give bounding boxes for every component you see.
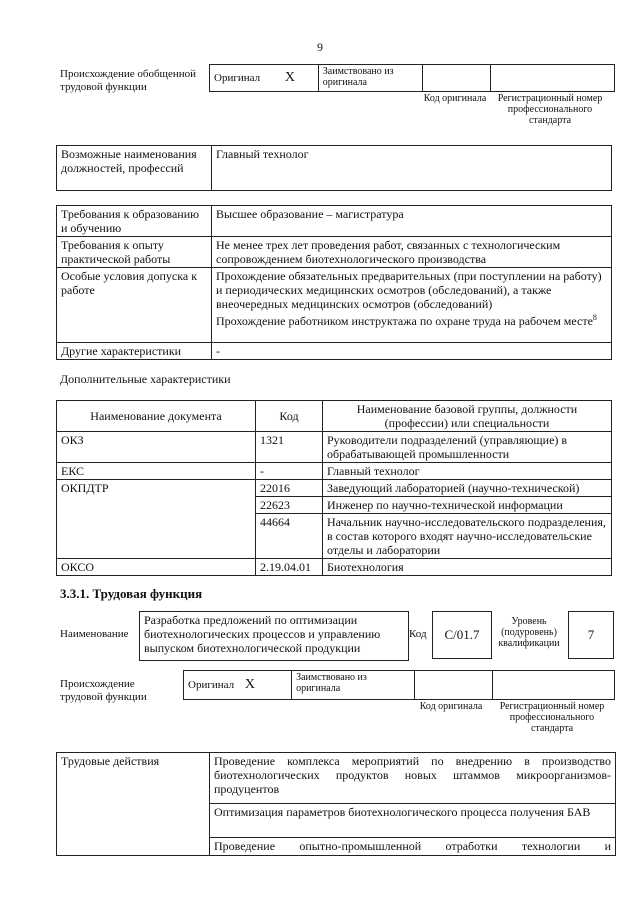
- borrowed-cell: [318, 65, 422, 92]
- header-document: Наименование документа: [57, 401, 256, 432]
- okpdtr-doc: ОКПДТР: [57, 480, 256, 559]
- footnote-mark: 8: [592, 313, 597, 322]
- okso-name: Биотехнология: [323, 559, 612, 576]
- okpdtr-code-3: 44664: [256, 514, 323, 559]
- original2-label: Оригинал: [188, 679, 235, 691]
- code-value: С/01.7: [432, 611, 492, 659]
- positions-label: Возможные наименования должностей, профессий: [57, 146, 212, 191]
- original-mark: X: [284, 70, 295, 85]
- okpdtr-code-2: 22623: [256, 497, 323, 514]
- page-number: 9: [317, 40, 323, 54]
- positions-value: Главный технолог: [212, 146, 612, 191]
- req-value-special-2: Прохождение работником инструктажа по охране труда на рабочем месте$^8$: [216, 313, 597, 328]
- code-label: Код: [409, 628, 427, 640]
- code-cell: [422, 65, 491, 92]
- borrowed2-label: Заимствовано из оригинала: [296, 672, 367, 694]
- req-value-other: -: [212, 343, 612, 360]
- name-label: Наименование: [60, 628, 129, 640]
- eks-code: -: [256, 463, 323, 480]
- okso-code: 2.19.04.01: [256, 559, 323, 576]
- positions-table: [56, 145, 612, 191]
- okz-doc: ОКЗ: [57, 432, 256, 463]
- labor-actions-table: [56, 752, 616, 856]
- okz-code: 1321: [256, 432, 323, 463]
- origin2-label: Происхождение трудовой функции: [60, 678, 147, 703]
- okpdtr-name-2: Инженер по научно-технической информации: [323, 497, 612, 514]
- code2-cell: [415, 671, 493, 700]
- original-cell: [210, 65, 319, 92]
- labor-action-1: Проведение комплекса мероприятий по внедрению в производство биотехнологических продуктов новых штаммов микроорганизмов-продуцентов: [210, 753, 616, 804]
- reg2-cell: [492, 671, 614, 700]
- labor-action-2: Оптимизация параметров биотехнологического процесса получения БАВ: [210, 803, 616, 837]
- additional-table: [56, 400, 612, 576]
- original2-mark: X: [244, 677, 255, 692]
- additional-title: Дополнительные характеристики: [60, 372, 231, 386]
- original2-cell: [184, 671, 292, 700]
- okso-doc: ОКСО: [57, 559, 256, 576]
- origin-table: [209, 64, 615, 92]
- req-value-special-cell: [212, 268, 612, 343]
- reg-caption: Регистрационный номер профессионального стандарта: [497, 93, 603, 126]
- level-value: 7: [568, 611, 614, 659]
- req-label-other: Другие характеристики: [57, 343, 212, 360]
- origin-label: Происхождение обобщенной трудовой функции: [60, 68, 197, 93]
- eks-doc: ЕКС: [57, 463, 256, 480]
- okz-name: Руководители подразделений (управляющие) в обрабатывающей промышленности: [323, 432, 612, 463]
- borrowed2-cell: [292, 671, 415, 700]
- labor-action-3: Проведение опытно-промышленной отработки технологии и: [210, 837, 616, 855]
- reg2-caption: Регистрационный номер профессионального стандарта: [499, 701, 605, 734]
- req-value-education: Высшее образование – магистратура: [212, 206, 612, 237]
- reg-cell: [491, 65, 615, 92]
- okpdtr-name-1: Заведующий лабораторией (научно-технической): [323, 480, 612, 497]
- name-value: Разработка предложений по оптимизации биотехнологических процессов и управлению выпуском биотехнологической продукции: [139, 611, 409, 661]
- req-value-experience: Не менее трех лет проведения работ, связанных с технологическим сопровождением биотехнологического производства: [212, 237, 612, 268]
- eks-name: Главный технолог: [323, 463, 612, 480]
- req-label-education: Требования к образованию и обучению: [57, 206, 212, 237]
- code-caption: Код оригинала: [423, 93, 487, 104]
- req-label-experience: Требования к опыту практической работы: [57, 237, 212, 268]
- code2-caption: Код оригинала: [419, 701, 483, 712]
- section-title: 3.3.1. Трудовая функция: [60, 586, 203, 601]
- original-label: Оригинал: [214, 72, 261, 84]
- req-value-special: Прохождение обязательных предварительных (при поступлении на работу) и периодических медицинских осмотров (обследований), а также внеочередных медицинских осмотров (обследований): [216, 269, 602, 311]
- okpdtr-code-1: 22016: [256, 480, 323, 497]
- requirements-table: [56, 205, 612, 360]
- req-label-special: Особые условия допуска к работе: [57, 268, 212, 343]
- borrowed-label: Заимствовано из оригинала: [322, 66, 394, 88]
- level-label: Уровень (подуровень) квалификации: [498, 616, 560, 649]
- labor-actions-label: Трудовые действия: [57, 753, 210, 856]
- header-name: Наименование базовой группы, должности (профессии) или специальности: [323, 401, 612, 432]
- header-code: Код: [256, 401, 323, 432]
- okpdtr-name-3: Начальник научно-исследовательского подразделения, в состав которого входят научно-исследовательские отделы и лаборатории: [323, 514, 612, 559]
- origin2-table: [183, 670, 615, 700]
